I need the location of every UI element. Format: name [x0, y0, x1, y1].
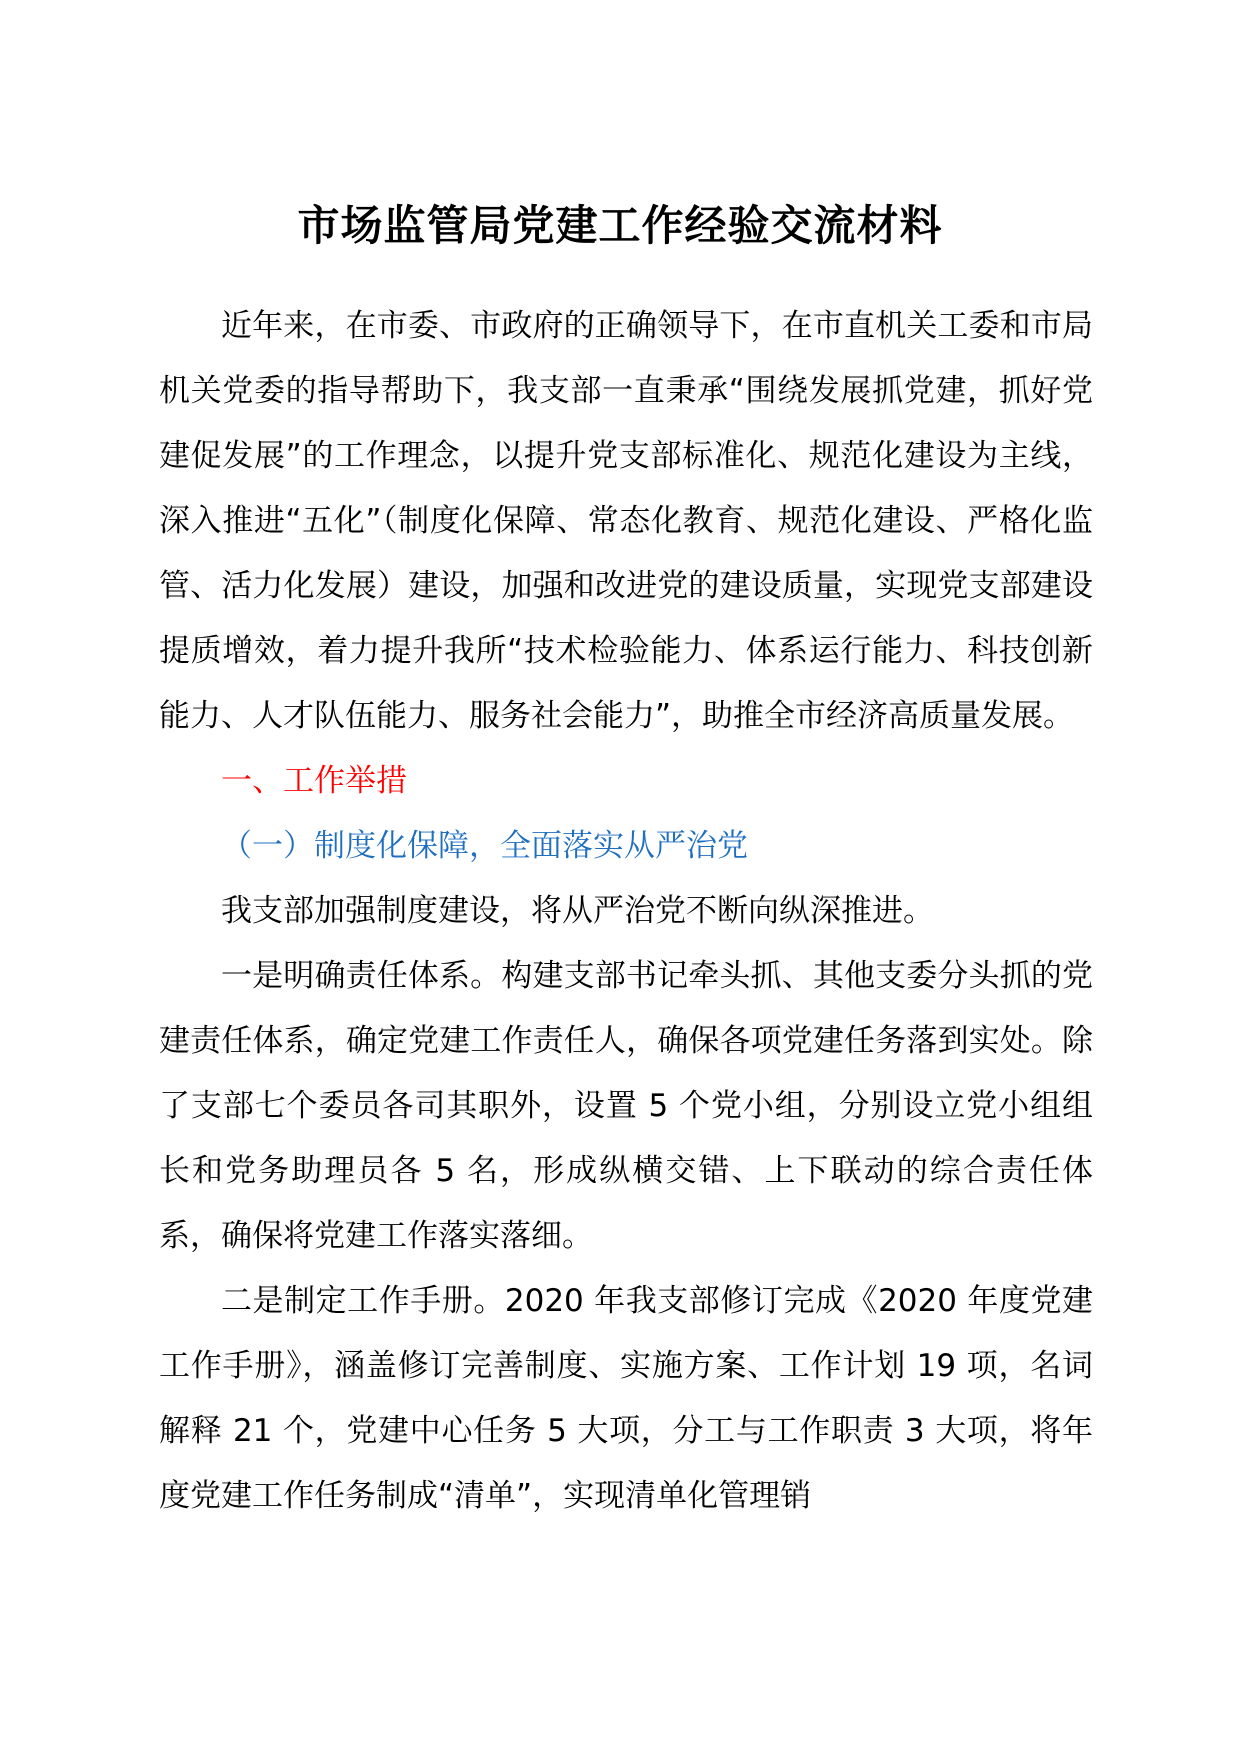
intro-paragraph: 近年来，在市委、市政府的正确领导下，在市直机关工委和市局机关党委的指导帮助下，我支部一直秉承“围绕发展抓党建，抓好党建促发展”的工作理念，以提升党支部标准化、规范化建设为主线，深入推进“五化”（制度化保障、常态化教育、规范化建设、严格化监管、活力化发展）建设，加强和改进党的建设质量，实现党支部建设提质增效，着力提升我所“技术检验能力、体系运行能力、科技创新能力、人才队伍能力、服务社会能力”，助推全市经济高质量发展。	[159, 308, 1093, 734]
body-paragraph: 二是制定工作手册。2020 年我支部修订完成《2020 年度党建工作手册》，涵盖修订完善制度、实施方案、工作计划 19 项，名词解释 21 个，党建中心任务 5 大项，分工与工作职责 3 大项，将年度党建工作任务制成“清单”，实现清单化管理销	[159, 1283, 1093, 1514]
document-body	[159, 294, 1093, 1529]
document-title: 市场监管局党建工作经验交流材料	[297, 201, 943, 250]
body-paragraph: 我支部加强制度建设，将从严治党不断向纵深推进。	[221, 893, 934, 929]
section-heading: 一、工作举措	[221, 763, 407, 799]
body-paragraph: 一是明确责任体系。构建支部书记牵头抓、其他支委分头抓的党建责任体系，确定党建工作责任人，确保各项党建任务落到实处。除了支部七个委员各司其职外，设置 5 个党小组，分别设立党小组组长和党务助理员各 5 名，形成纵横交错、上下联动的综合责任体系，确保将党建工作落实落细。	[159, 958, 1093, 1254]
subsection-heading: （一）制度化保障，全面落实从严治党	[221, 828, 748, 864]
